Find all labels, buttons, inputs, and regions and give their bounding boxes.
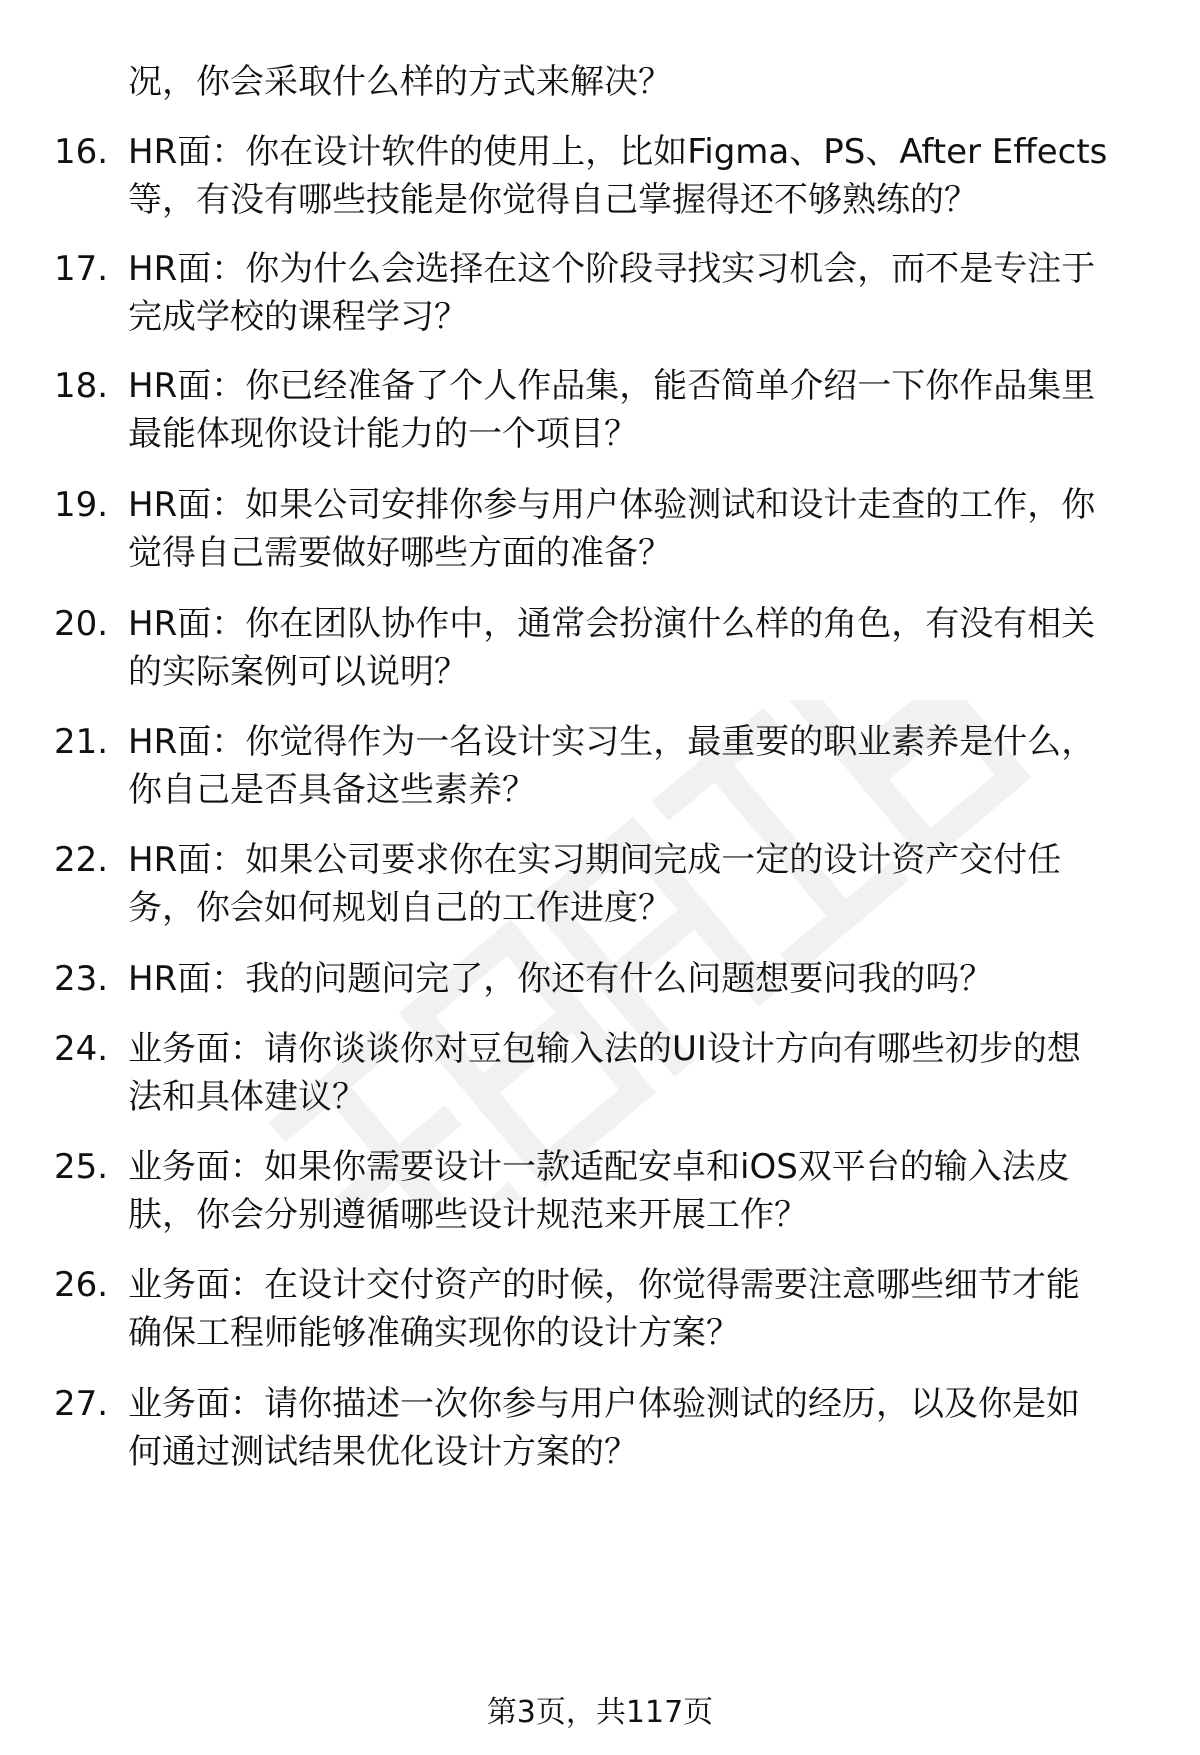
question-number: 26. <box>54 1265 109 1305</box>
question-number: 25. <box>54 1147 109 1187</box>
question-text-line: 业务面：如果你需要设计一款适配安卓和iOS双平台的输入法皮 <box>128 1147 1070 1187</box>
question-number: 18. <box>54 366 109 406</box>
question-text-line: 完成学校的课程学习？ <box>128 297 468 337</box>
question-number: 23. <box>54 959 109 999</box>
question-text-line: HR面：你在团队协作中，通常会扮演什么样的角色，有没有相关 <box>128 604 1096 644</box>
question-text-line: HR面：如果公司安排你参与用户体验测试和设计走查的工作，你 <box>128 485 1096 525</box>
question-text-line: 业务面：请你谈谈你对豆包输入法的UI设计方向有哪些初步的想 <box>128 1029 1081 1069</box>
question-text-line: 确保工程师能够准确实现你的设计方案？ <box>128 1313 740 1353</box>
question-text-line: 的实际案例可以说明？ <box>128 652 468 692</box>
question-text-line: 业务面：请你描述一次你参与用户体验测试的经历，以及你是如 <box>128 1384 1080 1424</box>
page-footer-page-number: 第3页，共117页 <box>486 1695 714 1730</box>
question-number: 24. <box>54 1029 109 1069</box>
question-text-line: 务，你会如何规划自己的工作进度？ <box>128 888 672 928</box>
question-text-line: HR面：我的问题问完了，你还有什么问题想要问我的吗？ <box>128 959 994 999</box>
intro-continuation-text: 况，你会采取什么样的方式来解决？ <box>128 62 672 102</box>
question-text-line: 你自己是否具备这些素养？ <box>128 770 536 810</box>
question-number: 16. <box>54 132 109 172</box>
question-text-line: HR面：你已经准备了个人作品集，能否简单介绍一下你作品集里 <box>128 366 1096 406</box>
question-number: 20. <box>54 604 109 644</box>
question-text-line: 何通过测试结果优化设计方案的？ <box>128 1432 638 1472</box>
question-text-line: 等，有没有哪些技能是你觉得自己掌握得还不够熟练的？ <box>128 180 978 220</box>
question-text-line: 肤，你会分别遵循哪些设计规范来开展工作？ <box>128 1195 808 1235</box>
question-number: 17. <box>54 249 109 289</box>
question-text-line: HR面：你觉得作为一名设计实习生，最重要的职业素养是什么， <box>128 722 1096 762</box>
question-text-line: HR面：如果公司要求你在实习期间完成一定的设计资产交付任 <box>128 840 1062 880</box>
question-text-line: 最能体现你设计能力的一个项目？ <box>128 414 638 454</box>
question-text-line: 法和具体建议？ <box>128 1077 366 1117</box>
question-number: 22. <box>54 840 109 880</box>
question-text-line: 业务面：在设计交付资产的时候，你觉得需要注意哪些细节才能 <box>128 1265 1080 1305</box>
question-number: 19. <box>54 485 109 525</box>
question-text-line: HR面：你在设计软件的使用上，比如Figma、PS、After Effects <box>128 132 1108 172</box>
question-text-line: HR面：你为什么会选择在这个阶段寻找实习机会，而不是专注于 <box>128 249 1096 289</box>
question-number: 27. <box>54 1384 109 1424</box>
question-number: 21. <box>54 722 109 762</box>
question-text-line: 觉得自己需要做好哪些方面的准备？ <box>128 533 672 573</box>
